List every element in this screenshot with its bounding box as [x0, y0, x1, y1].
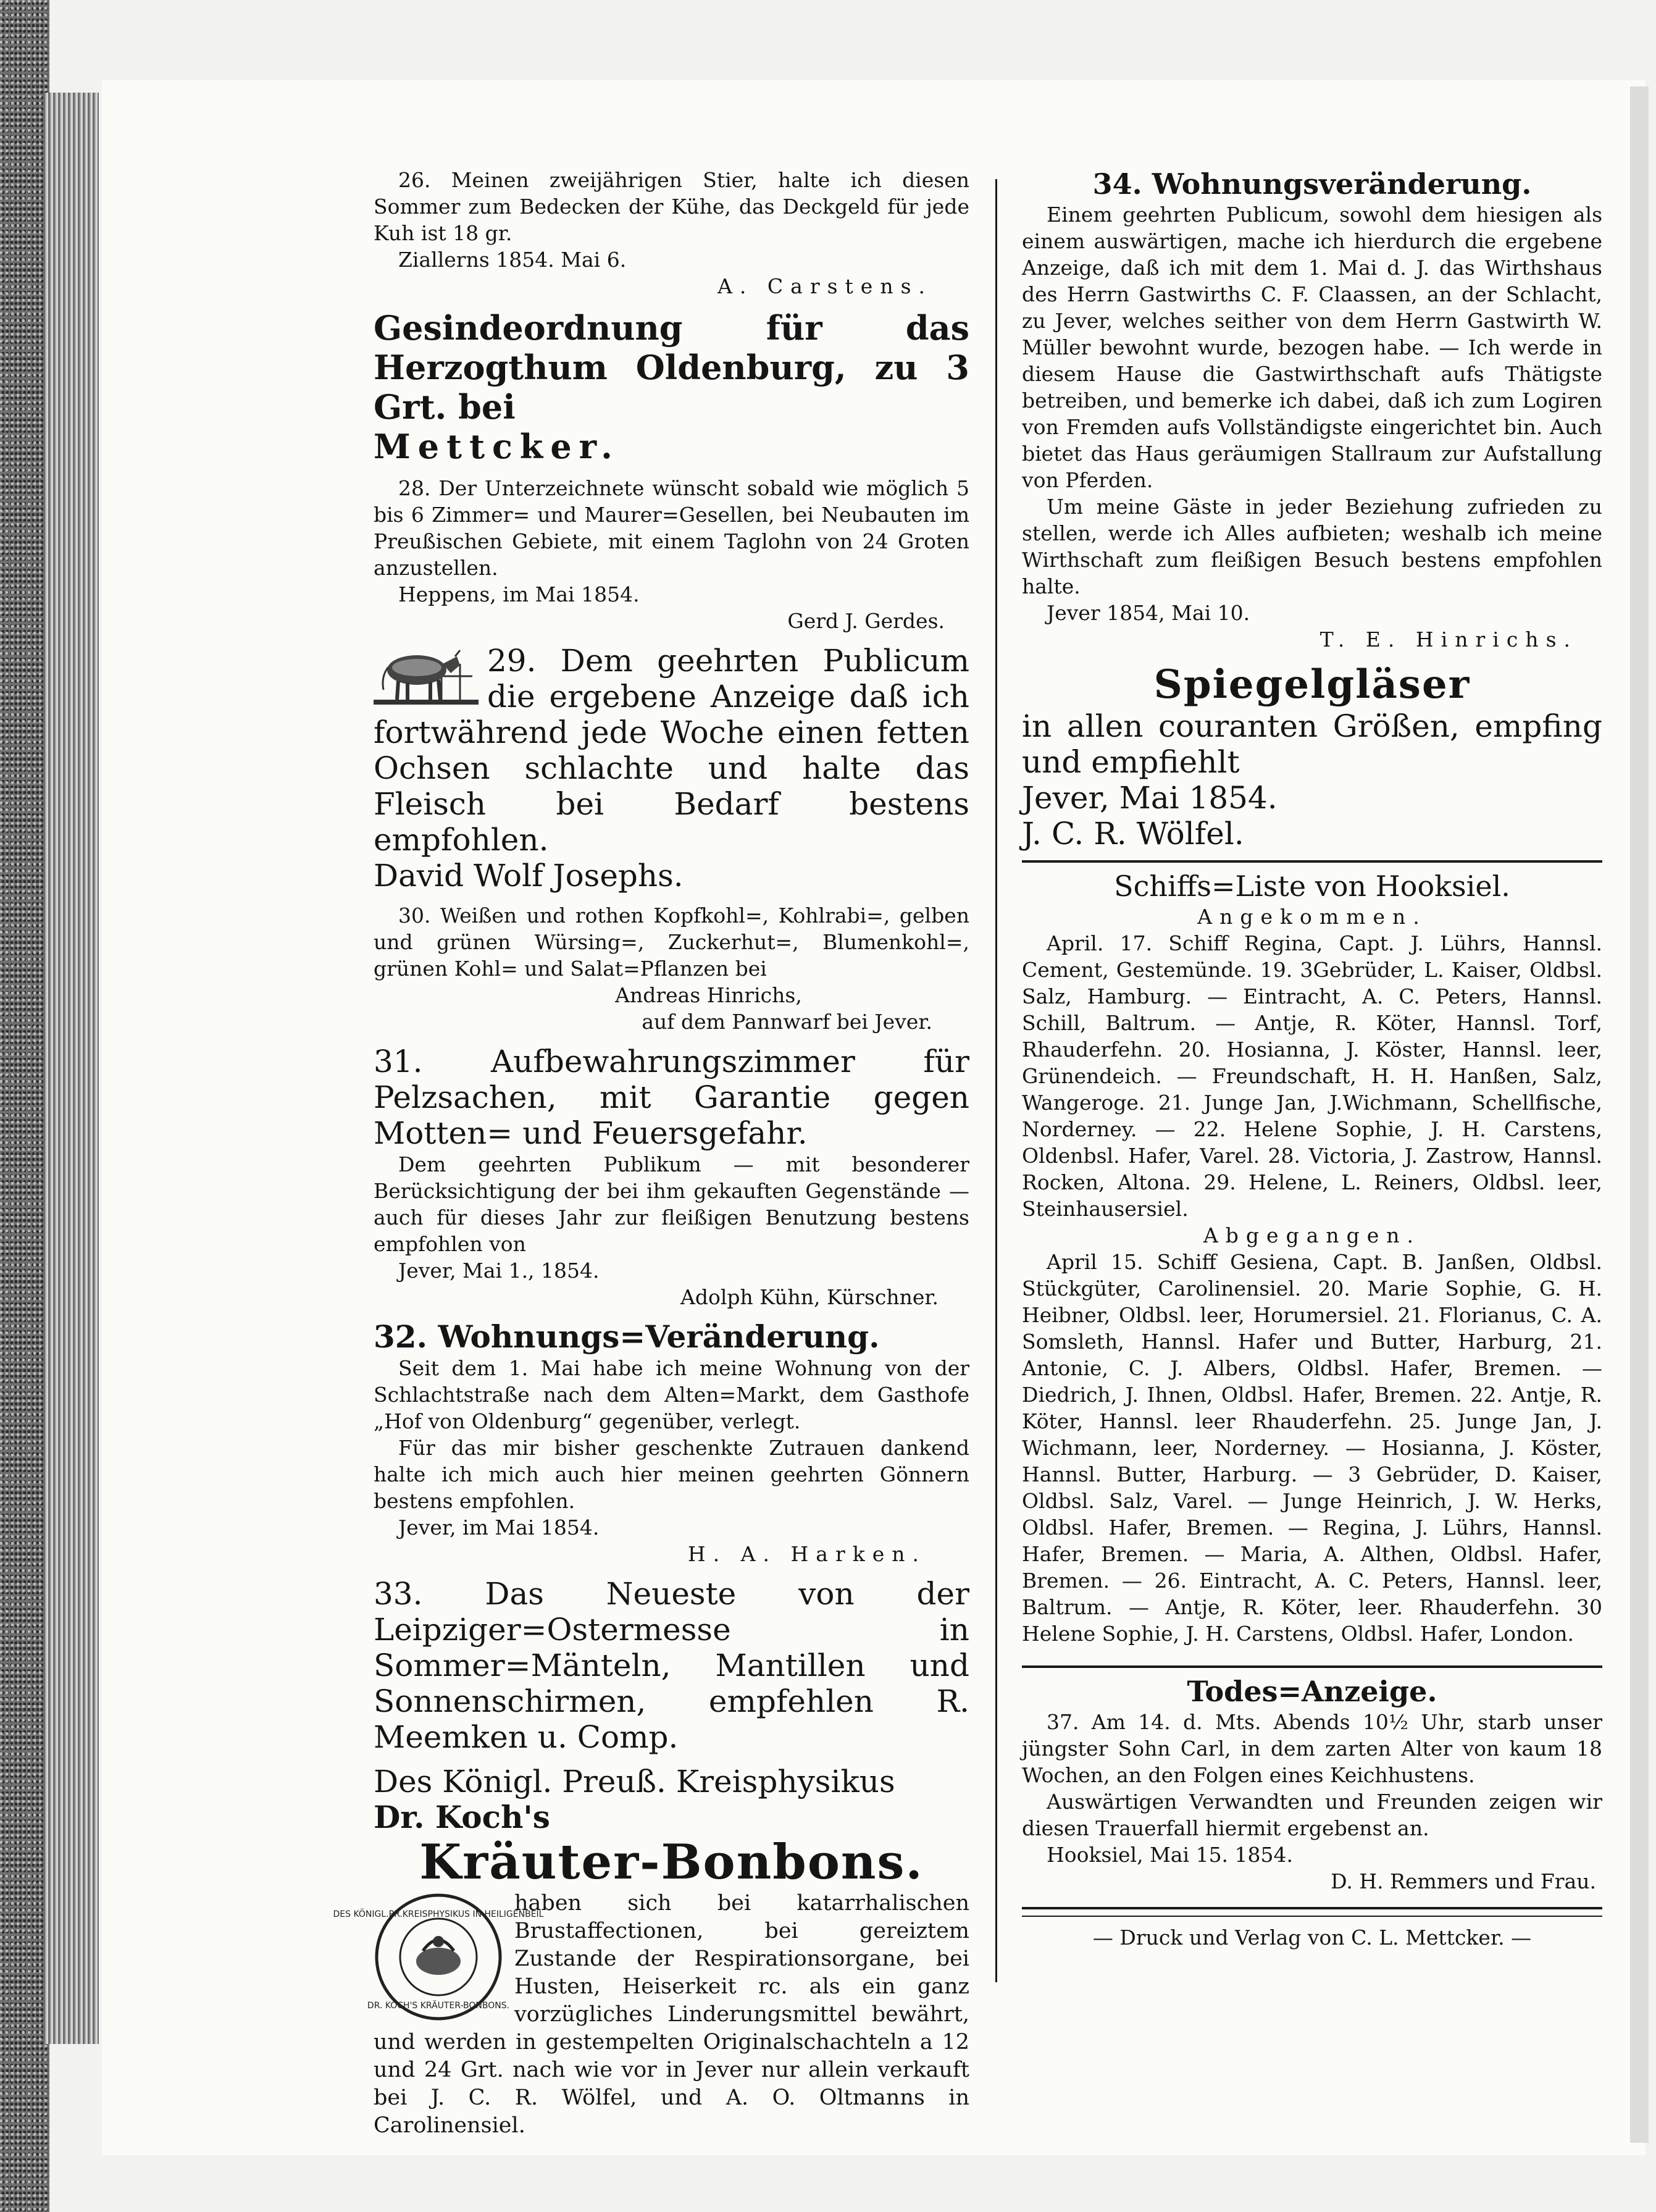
ad-text: 37. Am 14. d. Mts. Abends 10½ Uhr, starb unser jüngster Sohn Carl, in dem zarten Alter von kaum 18 Wochen, an den Folgen eines Keichhustens. — [1022, 1710, 1602, 1787]
left-column — [333, 167, 969, 2140]
section-rule-thin — [1022, 1916, 1602, 1917]
ad-text: Seit dem 1. Mai habe ich meine Wohnung von der Schlachtstraße nach dem Alten=Markt, dem Gasthofe „Hof von Oldenburg“ gegenüber, verlegt. — [374, 1356, 969, 1433]
place-date: Heppens, im Mai 1854. — [398, 582, 640, 606]
column-divider — [995, 179, 997, 1982]
ad-text: Einem geehrten Publicum, sowohl dem hiesigen als einem auswärtigen, mache ich hierdurch die ergebene Anzeige, daß ich mit dem 1. Mai d. J. das Wirthshaus des Herrn Gastwirths C. F. Claassen, an der Schlacht, zu Jever, welches seither von dem Herrn Gastwirth W. Müller bewohnt wurde, bezogen habe. — Ich werde in diesem Hause die Gastwirthschaft aufs Thätigste betreiben, und bemerke ich dabei, daß ich zum Logiren von Fremden aufs Vollständigste eingerichtet bin. Auch bietet das Haus geräumigen Stallraum zur Aufstallung von Pferden. — [1022, 203, 1602, 492]
ad-title: Gesindeordnung für das Herzogthum Oldenburg, zu 3 Grt. bei — [374, 308, 969, 427]
ad-line: Dr. Koch's — [374, 1799, 550, 1835]
signature: D. H. Remmers und Frau. — [1331, 1869, 1596, 1893]
ad-title: Spiegelgläser — [1153, 661, 1471, 708]
imprint: — Druck und Verlag von C. L. Mettcker. — — [1092, 1925, 1532, 1950]
ox-woodcut-icon — [374, 639, 479, 707]
departed-list: April 15. Schiff Gesiena, Capt. B. Janßen, Oldbsl. Stückgüter, Carolinensiel. 20. Marie Sophie, G. H. Heibner, Oldbsl. leer, Horumersiel. 21. Florianus, C. A. Somsleth, Hannsl. Hafer und Butter, Harburg, 21. Antonie, C. J. Albers, Oldbsl. Hafer, Bremen. — Diedrich, J. Ihnen, Oldbsl. Hafer, Bremen. 22. Antje, R. Köter, Hannsl. leer Rhauderfehn. 25. Junge Jan, J. Wichmann, leer, Norderney. — Hosianna, J. Köster, Hannsl. Butter, Harburg. — 3 Gebrüder, D. Kaiser, Oldbsl. Salz, Varel. — Junge Heinrich, J. W. Herks, Oldbsl. Hafer, Bremen. — Regina, J. Lührs, Hannsl. Hafer, Bremen. — Maria, A. Althen, Oldbsl. Hafer, Bremen. — 26. Eintracht, A. C. Peters, Hannsl. leer, Baltrum. — Antje, R. Köter, leer. Rhauderfehn. 30 Helene Sophie, J. H. Carstens, Oldbsl. Hafer, London. — [1022, 1250, 1602, 1646]
place-date: Hooksiel, Mai 15. 1854. — [1047, 1843, 1294, 1867]
ad-title: 32. Wohnungs=Veränderung. — [374, 1318, 880, 1355]
signature: Gerd J. Gerdes. — [787, 609, 945, 633]
section-rule — [1022, 1665, 1602, 1668]
seal-stamp-icon — [333, 1892, 544, 2022]
arrived-list: April. 17. Schiff Regina, Capt. J. Lührs, Hannsl. Cement, Gestemünde. 19. 3Gebrüder, L. Kaiser, Oldbsl. Salz, Hamburg. — Eintracht, A. C. Peters, Hannsl. Schill, Baltrum. — Antje, R. Köter, Hannsl. Torf, Rhauderfehn. 20. Hosianna, J. Köster, Hannsl. leer, Grünendeich. — Freundschaft, H. H. Hanßen, Salz, Wangeroge. 21. Junge Jan, J.Wichmann, Schellfische, Norderney. — 22. Helene Sophie, J. H. Carstens, Oldenbsl. Hafer, Varel. 28. Victoria, J. Zastrow, Hannsl. Rocken, Altona. 29. Helene, L. Reiners, Oldbsl. leer, Steinhausersiel. — [1022, 931, 1602, 1221]
place-date: Jever, Mai 1., 1854. — [398, 1259, 600, 1283]
signature: J. C. R. Wölfel. — [1022, 816, 1244, 852]
ad-gesindeordnung — [374, 308, 969, 466]
ad-line: Des Königl. Preuß. Kreisphysikus — [374, 1764, 895, 1799]
ad-kraeuter-bonbons — [333, 1764, 969, 2140]
ad-30 — [374, 902, 969, 1035]
ad-text: 29. Dem geehrten Publicum die ergebene Anzeige daß ich fortwährend jede Woche einen fetten Ochsen schlachte und halte das Fleisch bei Bedarf bestens empfohlen. — [374, 643, 969, 858]
place-date: Ziallerns 1854. Mai 6. — [398, 248, 627, 272]
ad-28 — [374, 475, 969, 634]
ad-text: Um meine Gäste in jeder Beziehung zufrieden zu stellen, werde ich Alles aufbieten; weshalb ich meine Wirthschaft zum fleißigen Besuch bestens empfohlen halte. — [1022, 495, 1602, 598]
signature: A. Carstens. — [717, 274, 932, 298]
ad-33 — [374, 1576, 969, 1755]
ad-31 — [374, 1044, 969, 1310]
ad-text: 30. Weißen und rothen Kopfkohl=, Kohlrabi=, gelben und grünen Würsing=, Zuckerhut=, Blumenkohl=, grünen Kohl= und Salat=Pflanzen bei — [374, 903, 969, 981]
signature: David Wolf Josephs. — [374, 858, 684, 894]
departed-label: Abgegangen. — [1203, 1223, 1421, 1247]
ship-list — [1022, 869, 1602, 1647]
place-date: Jever, im Mai 1854. — [398, 1515, 600, 1540]
ad-26 — [374, 167, 969, 300]
arrived-label: Angekommen. — [1197, 905, 1427, 929]
ad-29 — [374, 643, 969, 894]
section-rule — [1022, 860, 1602, 863]
ad-32 — [374, 1319, 969, 1567]
signature: T. E. Hinrichs. — [1319, 627, 1578, 651]
page-right-edge — [1630, 86, 1649, 2143]
place-date: Jever 1854, Mai 10. — [1047, 601, 1250, 625]
ad-text: 28. Der Unterzeichnete wünscht sobald wie möglich 5 bis 6 Zimmer= und Maurer=Gesellen, bei Neubauten im Preußischen Gebiete, mit einem Taglohn von 24 Groten anzustellen. — [374, 476, 969, 580]
ad-text: Für das mir bisher geschenkte Zutrauen dankend halte ich mich auch hier meinen geehrten Gönnern bestens empfohlen. — [374, 1436, 969, 1513]
publisher-name: Mettcker. — [374, 427, 620, 466]
marbled-book-edge — [0, 0, 49, 2212]
place-date: Jever, Mai 1854. — [1022, 780, 1278, 816]
ad-34 — [1022, 167, 1602, 653]
death-notice-title: Todes=Anzeige. — [1187, 1675, 1437, 1708]
right-column — [1022, 167, 1602, 1951]
page-stack-edge — [43, 93, 99, 2044]
ad-text: in allen couranten Größen, empfing und empfiehlt — [1022, 708, 1602, 780]
signature: Adolph Kühn, Kürschner. — [680, 1285, 939, 1309]
ad-title: 34. Wohnungsveränderung. — [1092, 167, 1532, 201]
death-notice — [1022, 1674, 1602, 1895]
signature: Andreas Hinrichs, — [615, 983, 802, 1007]
ad-text: 26. Meinen zweijährigen Stier, halte ich diesen Sommer zum Bedecken der Kühe, das Deckgeld für jede Kuh ist 18 gr. — [374, 168, 969, 245]
section-rule — [1022, 1907, 1602, 1909]
seal-bottom-text: DR. KOCH'S KRÄUTER-BONBONS. — [367, 2001, 510, 2011]
ad-text: Dem geehrten Publikum — mit besonderer Berücksichtigung der bei ihm gekauften Gegenstände — auch für dieses Jahr zur fleißigen Benutzung bestens empfohlen von — [374, 1152, 969, 1256]
ad-text: Auswärtigen Verwandten und Freunden zeigen wir diesen Trauerfall hiermit ergebenst an. — [1022, 1790, 1602, 1840]
ad-title: Kräuter-Bonbons. — [419, 1834, 924, 1890]
ad-title: 31. Aufbewahrungszimmer für Pelzsachen, mit Garantie gegen Motten= und Feuersgefahr. — [374, 1044, 969, 1151]
seal-top-text: DES KÖNIGL.PR.KREISPHYSIKUS IN HEILIGENBEIL — [333, 1909, 544, 1919]
ad-spiegelglaeser — [1022, 661, 1602, 852]
ad-text: haben sich bei katarrhalischen Brustaffectionen, bei gereiztem Zustande der Respirationsorgane, bei Husten, Heiserkeit rc. als ein ganz vorzügliches Linderungsmittel bewährt, und werden in gestempelten Originalschachteln a 12 und 24 Grt. nach wie vor in Jever nur allein verkauft bei J. C. R. Wölfel, und A. O. Oltmanns in Carolinensiel. — [374, 1891, 969, 2138]
ad-text: 33. Das Neueste von der Leipziger=Ostermesse in Sommer=Mänteln, Mantillen und Sonnenschirmen, empfehlen R. Meemken u. Comp. — [374, 1576, 969, 1755]
ship-list-title: Schiffs=Liste von Hooksiel. — [1114, 869, 1510, 903]
address: auf dem Pannwarf bei Jever. — [642, 1010, 932, 1034]
signature: H. A. Harken. — [687, 1542, 926, 1566]
